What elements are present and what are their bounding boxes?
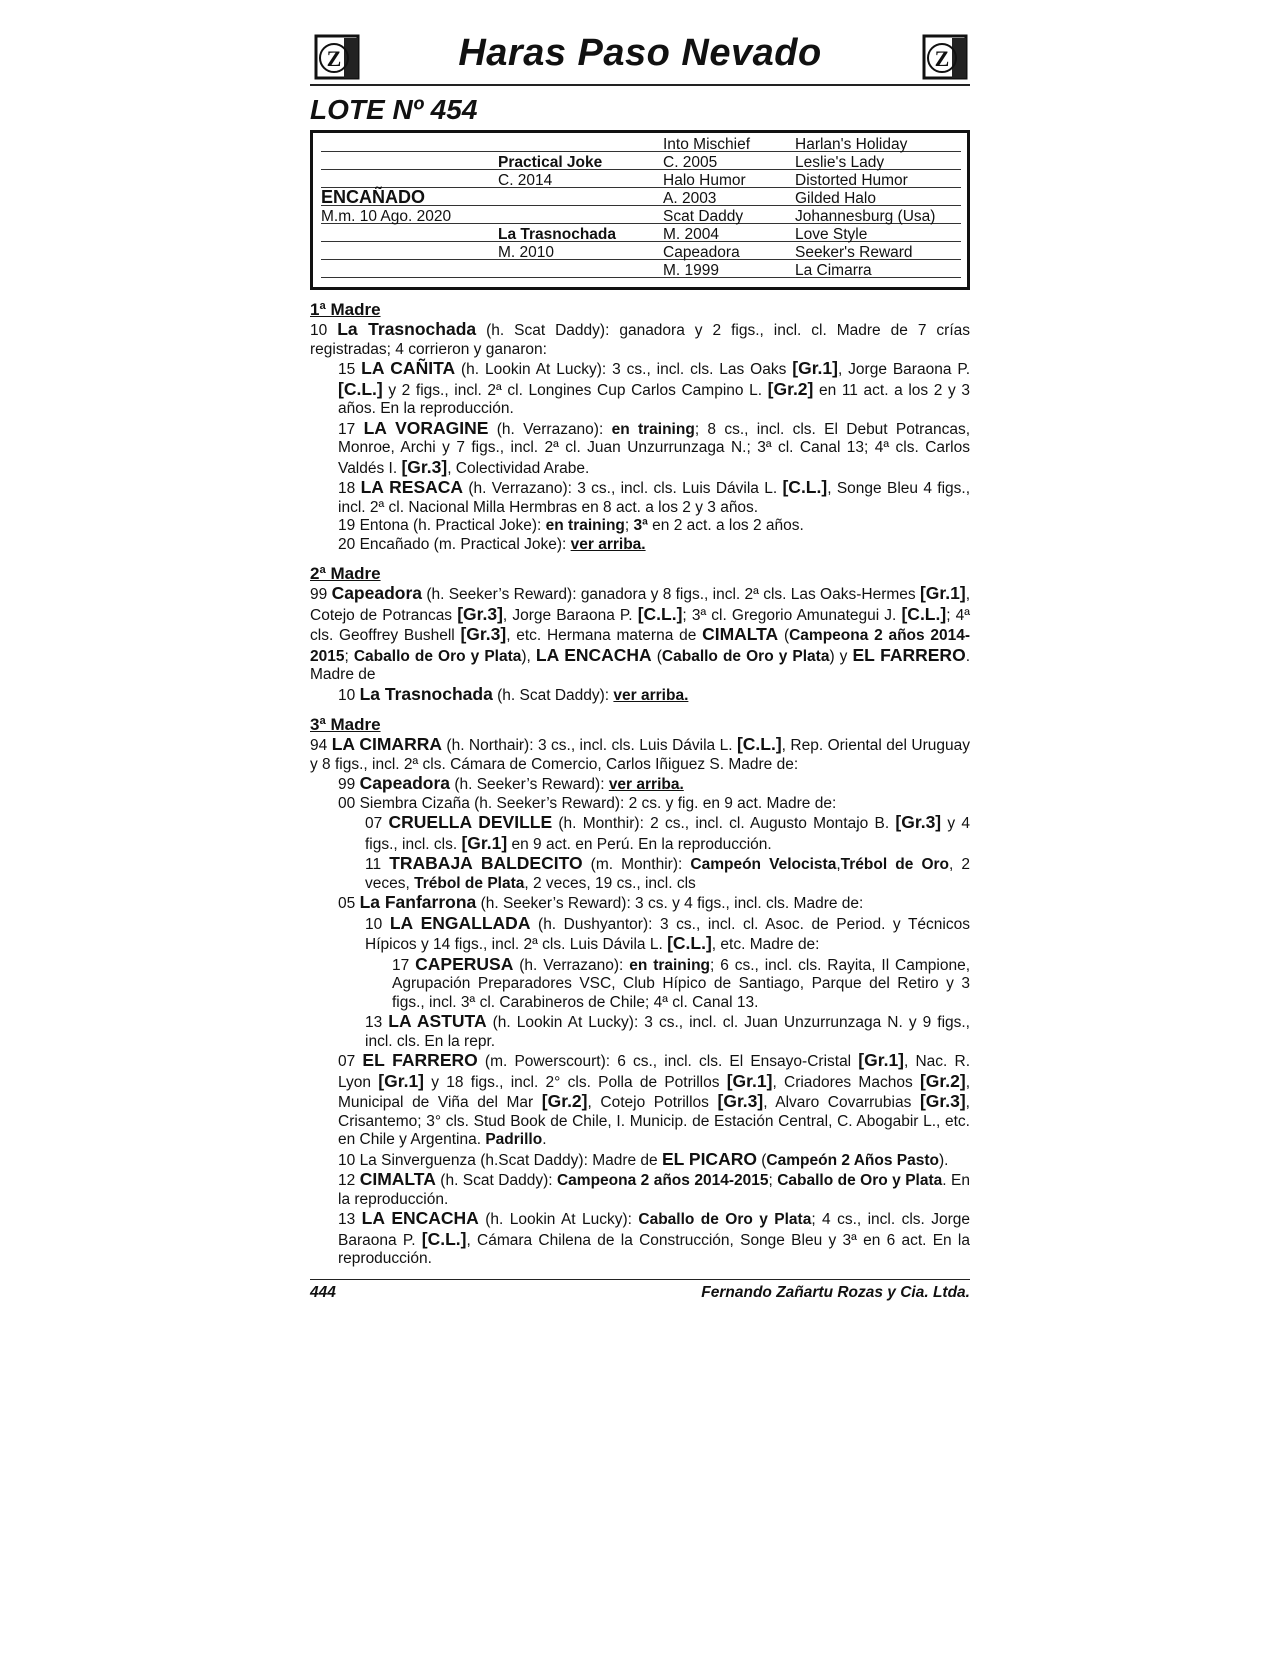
pedigree-ancestor: Johannesburg (Usa) <box>795 208 936 225</box>
pedigree-dam-info: M. 2010 <box>498 244 555 261</box>
family-entry: 17 CAPERUSA (h. Verrazano): en training; 6 cs., incl. cls. Rayita, Il Campione, Agrupación Preparadores VSC, Club Hípico de Santiago, Parque del Retiro y 3 figs., incl. 3ª cl. Carabineros de Chile; 4ª cl. Canal 13. <box>392 953 970 1011</box>
pedigree-ancestor: Capeadora <box>663 244 740 261</box>
family-entry: 99 Capeadora (h. Seeker’s Reward): ganadora y 8 figs., incl. 2ª cls. Las Oaks-Hermes [Gr.1], Cotejo de Potrancas [Gr.3], Jorge Baraona P. [C.L.]; 3ª cl. Gregorio Amunategui J. [C.L.]; 4ª cls. Geoffrey Bushell [Gr.3], etc. Hermana materna de CIMALTA (Campeona 2 años 2014-2015; Caballo de Oro y Plata), LA ENCACHA (Caballo de Oro y Plata) y EL FARRERO. Madre de <box>310 583 971 683</box>
pedigree-ancestor: Harlan's Holiday <box>795 136 908 153</box>
pedigree-ancestor: Distorted Humor <box>795 172 908 189</box>
page-footer <box>310 1279 970 1302</box>
family-entry: 10 La Trasnochada (h. Scat Daddy): ganadora y 2 figs., incl. cl. Madre de 7 crías registradas; 4 corrieron y ganaron: <box>310 319 971 358</box>
lot-number: LOTE Nº 454 <box>310 94 478 125</box>
family-entry: 13 LA ASTUTA (h. Lookin At Lucky): 3 cs., incl. cl. Juan Unzurrunzaga N. y 9 figs., incl. cls. En la repr. <box>365 1011 970 1050</box>
pedigree-ancestor-info: A. 2003 <box>663 190 717 207</box>
family-entry: 11 TRABAJA BALDECITO (m. Monthir): Campeón Velocista,Trébol de Oro, 2 veces, Trébol de Plata, 2 veces, 19 cs., incl. cls <box>365 853 971 892</box>
pedigree-ancestor: Into Mischief <box>663 136 751 153</box>
family-entry: 18 LA RESACA (h. Verrazano): 3 cs., incl. cls. Luis Dávila L. [C.L.], Songe Bleu 4 figs., incl. 2ª cl. Nacional Milla Hermbras en 8 act. a los 2 y 3 años. <box>338 477 971 516</box>
section-heading: 2ª Madre <box>310 564 381 583</box>
pedigree-sire-info: C. 2014 <box>498 172 553 189</box>
pedigree-table <box>310 130 970 290</box>
pedigree-ancestor: Love Style <box>795 226 868 243</box>
page-title: Haras Paso Nevado <box>458 32 822 74</box>
see-above-link: ver arriba. <box>613 686 689 704</box>
section-heading: 1ª Madre <box>310 300 381 319</box>
haras-logo-icon <box>922 34 968 80</box>
family-entry: 05 La Fanfarrona (h. Seeker’s Reward): 3 cs. y 4 figs., incl. cls. Madre de: <box>338 892 864 912</box>
family-entry: 07 CRUELLA DEVILLE (h. Monthir): 2 cs., incl. cl. Augusto Montajo B. [Gr.3] y 4 figs., incl. cls. [Gr.1] en 9 act. en Perú. En la reproducción. <box>365 812 970 853</box>
pedigree-ancestor-info: M. 1999 <box>663 262 720 279</box>
see-above-link: ver arriba. <box>570 535 646 553</box>
family-entry: 12 CIMALTA (h. Scat Daddy): Campeona 2 años 2014-2015; Caballo de Oro y Plata. En la reproducción. <box>338 1169 970 1208</box>
family-entry: 99 Capeadora (h. Seeker’s Reward): ver arriba. <box>338 773 684 793</box>
page-header <box>310 28 970 86</box>
family-entry: 00 Siembra Cizaña (h. Seeker’s Reward): 2 cs. y fig. en 9 act. Madre de: <box>338 794 837 812</box>
family-entry: 15 LA CAÑITA (h. Lookin At Lucky): 3 cs., incl. cls. Las Oaks [Gr.1], Jorge Baraona P. [C.L.] y 2 figs., incl. 2ª cl. Longines Cup Carlos Campino L. [Gr.2] en 11 act. a los 2 y 3 años. En la reproducción. <box>338 358 970 417</box>
family-entry: 20 Encañado (m. Practical Joke): ver arriba. <box>338 535 646 553</box>
pedigree-ancestor: Seeker's Reward <box>795 244 913 261</box>
company-name: Fernando Zañartu Rozas y Cia. Ltda. <box>701 1283 970 1301</box>
pedigree-ancestor: Scat Daddy <box>663 208 744 225</box>
pedigree-ancestor-info: C. 2005 <box>663 154 718 171</box>
svg-text:Z: Z <box>326 46 342 71</box>
family-entry: 10 LA ENGALLADA (h. Dushyantor): 3 cs., incl. cl. Asoc. de Period. y Técnicos Hípicos y 14 figs., incl. 2ª cls. Luis Dávila L. [C.L.], etc. Madre de: <box>365 912 970 953</box>
family-entry: 19 Entona (h. Practical Joke): en training; 3ª en 2 act. a los 2 años. <box>338 517 804 534</box>
pedigree-ancestor: Halo Humor <box>663 172 746 189</box>
family-entry: 07 EL FARRERO (m. Powerscourt): 6 cs., incl. cls. El Ensayo-Cristal [Gr.1], Nac. R. Lyon [Gr.1] y 18 figs., incl. 2° cls. Polla de Potrillos [Gr.1], Criadores Machos [Gr.2], Municipal de Viña del Mar [Gr.2], Cotejo Potrillos [Gr.3], Alvaro Covarrubias [Gr.3], Crisantemo; 3° cls. Stud Book de Chile, I. Municip. de Estación Central, C. Abogabir L., etc. en Chile y Argentina. Padrillo. <box>338 1050 971 1148</box>
pedigree-ancestor: La Cimarra <box>795 262 872 279</box>
family-entry: 17 LA VORAGINE (h. Verrazano): en training; 8 cs., incl. cls. El Debut Potrancas, Monroe, Archi y 7 figs., incl. 2ª cl. Juan Unzurrunzaga N.; 3ª cl. Canal 13; 4ª cls. Carlos Valdés I. [Gr.3], Colectividad Arabe. <box>338 417 971 477</box>
family-entry: 13 LA ENCACHA (h. Lookin At Lucky): Caballo de Oro y Plata; 4 cs., incl. cls. Jorge Baraona P. [C.L.], Cámara Chilena de la Construcción, Songe Bleu y 3ª en 6 act. En la reproducción. <box>338 1208 970 1267</box>
family-entry: 94 LA CIMARRA (h. Northair): 3 cs., incl. cls. Luis Dávila L. [C.L.], Rep. Oriental del Uruguay y 8 figs., incl. 2ª cls. Cámara de Comercio, Carlos Iñiguez S. Madre de: <box>310 734 970 773</box>
pedigree-ancestor-info: M. 2004 <box>663 226 720 243</box>
catalog-page <box>310 28 970 1302</box>
see-above-link: ver arriba. <box>608 776 684 793</box>
pedigree-foal-name: ENCAÑADO <box>321 187 426 207</box>
pedigree-ancestor: Gilded Halo <box>795 190 876 207</box>
page-number: 444 <box>310 1283 336 1301</box>
section-heading: 3ª Madre <box>310 715 381 734</box>
pedigree-sire: Practical Joke <box>498 154 603 171</box>
pedigree-foal-info: M.m. 10 Ago. 2020 <box>321 208 452 225</box>
family-entry: 10 La Trasnochada (h. Scat Daddy): ver arriba. <box>338 683 689 704</box>
pedigree-ancestor: Leslie's Lady <box>795 154 885 171</box>
svg-text:Z: Z <box>934 46 950 71</box>
family-entry: 10 La Sinverguenza (h.Scat Daddy): Madre de EL PICARO (Campeón 2 Años Pasto). <box>338 1148 949 1169</box>
pedigree-dam: La Trasnochada <box>498 226 617 243</box>
